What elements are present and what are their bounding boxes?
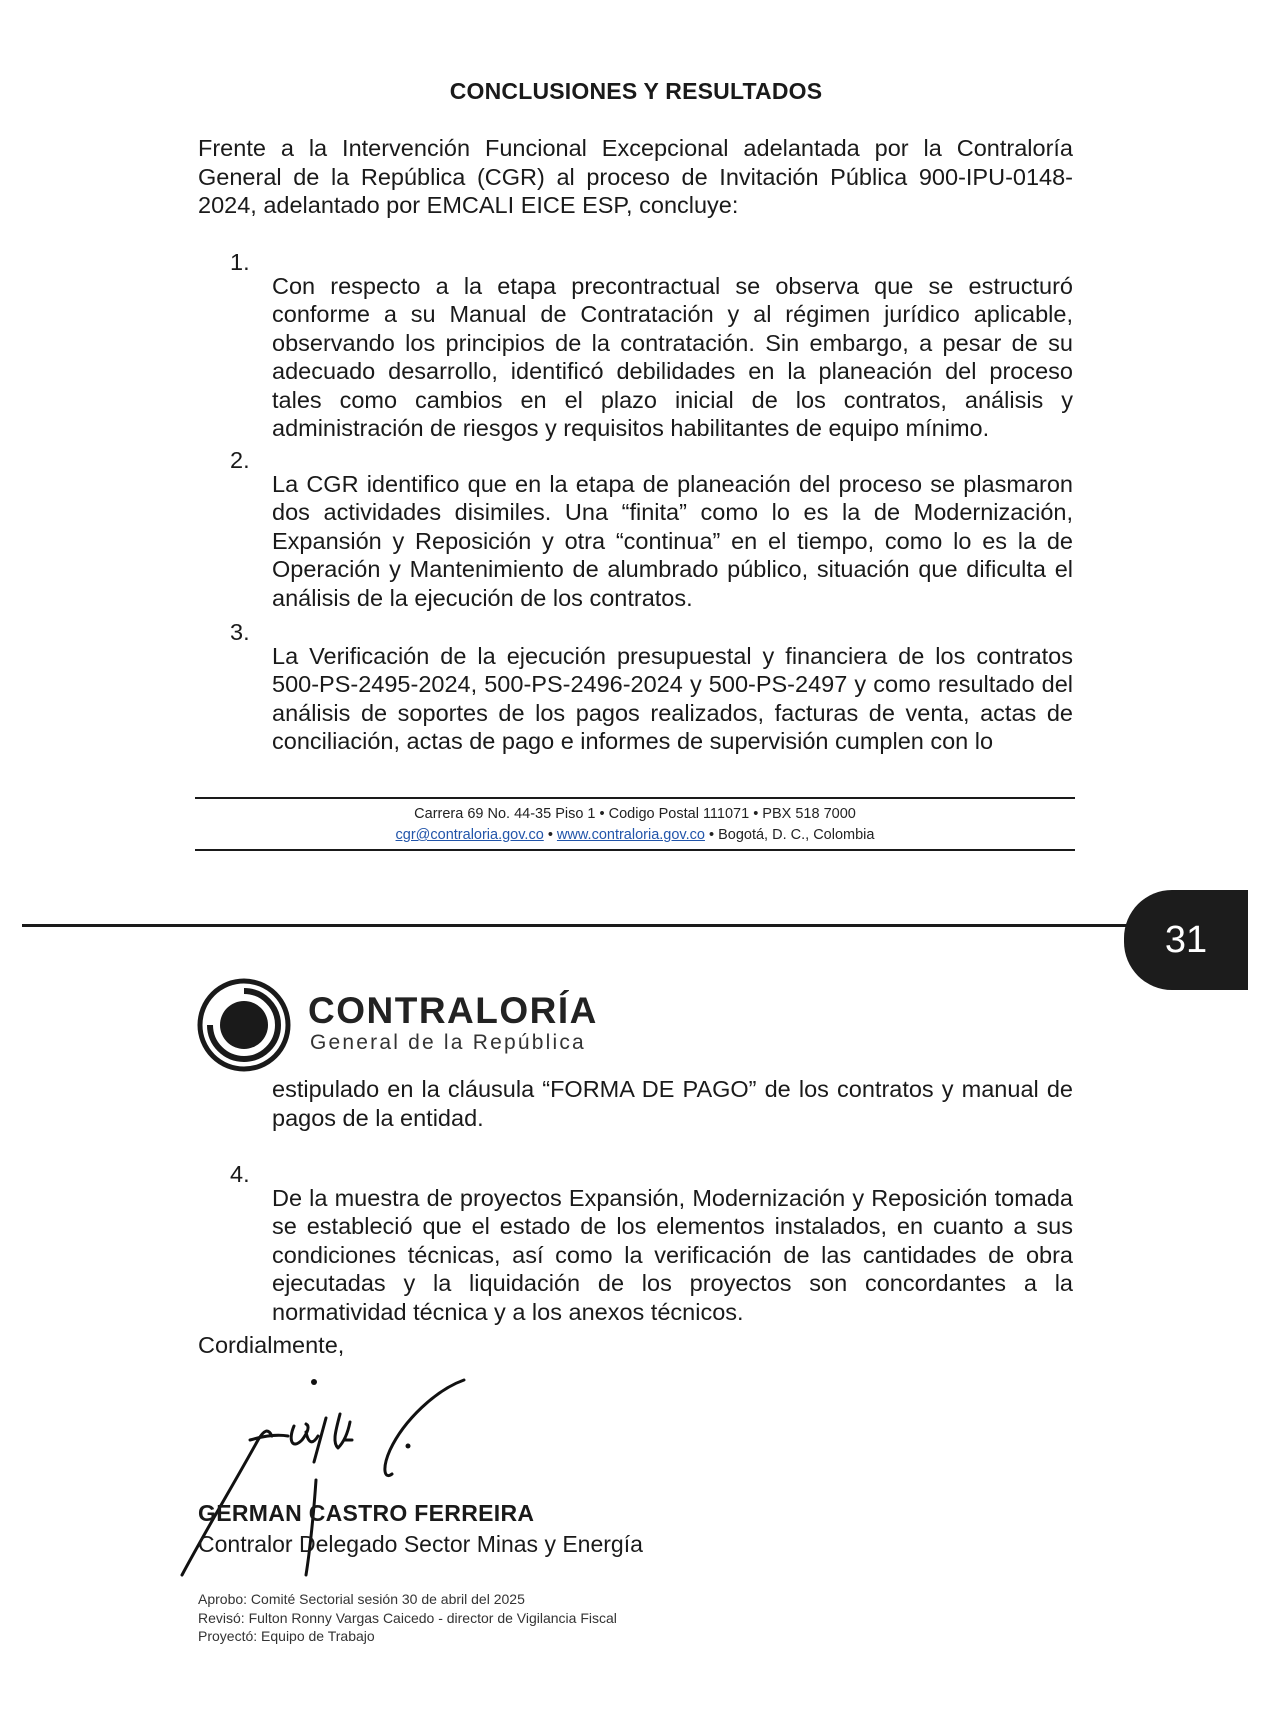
item-text: Con respecto a la etapa precontractual se observa que se estructuró conforme a su Manual de Contratación y al régimen jurídico aplicable, observando los principios de la contratación. Sin embargo, a pesar de su adecuado desarrollo, identificó debilidades en la planeación del proceso tales como cambios en el plazo inicial de los contratos, análisis y administración de riesgos y requisitos habilitantes de equipo mínimo. xyxy=(272,272,1073,441)
item-text: La Verificación de la ejecución presupuestal y financiera de los contratos 500-PS-2495-2024, 500-PS-2496-2024 y 500-PS-2497 y como resultado del análisis de soportes de los pagos realizados, facturas de venta, actas de conciliación, actas de pago e informes de supervisión cumplen con lo xyxy=(272,642,1073,754)
logo-title: CONTRALORÍA xyxy=(308,990,598,1031)
item-number: 3. xyxy=(230,619,250,645)
intro-paragraph: Frente a la Intervención Funcional Excepcional adelantada por la Contraloría General de la República (CGR) al proceso de Invitación Pública 900-IPU-0148-2024, adelantado por EMCALI EICE ESP, concluye: xyxy=(198,135,1073,218)
page-divider xyxy=(22,924,1132,927)
item-3-continuation: estipulado en la cláusula “FORMA DE PAGO” de los contratos y manual de pagos de la entidad. xyxy=(272,1076,1073,1131)
conclusion-item-4 xyxy=(230,1160,1073,1350)
conclusion-item-2 xyxy=(230,446,1073,636)
footer-address: Carrera 69 No. 44-35 Piso 1 • Codigo Postal 111071 • PBX 518 7000 xyxy=(414,806,856,822)
review-note: Revisó: Fulton Ronny Vargas Caicedo - director de Vigilancia Fiscal xyxy=(198,1610,617,1626)
contraloria-logo-icon xyxy=(196,977,292,1073)
item-number: 1. xyxy=(230,249,250,275)
footer-bottom-rule xyxy=(195,849,1075,851)
signer-name: GERMAN CASTRO FERREIRA xyxy=(198,1500,535,1526)
footer-separator: • xyxy=(547,827,553,843)
logo-subtitle: General de la República xyxy=(310,1031,586,1054)
project-note: Proyectó: Equipo de Trabajo xyxy=(198,1628,375,1644)
footer-separator: • xyxy=(708,827,715,843)
section-heading: CONCLUSIONES Y RESULTADOS xyxy=(449,78,823,104)
conclusion-item-3 xyxy=(230,618,1073,779)
footer-city: Bogotá, D. C., Colombia xyxy=(718,827,875,843)
footer-top-rule xyxy=(195,797,1075,799)
closing-salutation: Cordialmente, xyxy=(198,1332,345,1358)
item-number: 4. xyxy=(230,1161,250,1187)
page-number-badge: 31 xyxy=(1124,890,1248,990)
footer-email-link[interactable]: cgr@contraloria.gov.co xyxy=(395,827,544,843)
footer-contact-line xyxy=(195,825,1075,846)
approval-note: Aprobo: Comité Sectorial sesión 30 de abril del 2025 xyxy=(198,1591,525,1607)
signer-role: Contralor Delegado Sector Minas y Energía xyxy=(198,1531,643,1557)
item-number: 2. xyxy=(230,447,250,473)
conclusion-item-1 xyxy=(230,248,1073,466)
item-text: La CGR identifico que en la etapa de planeación del proceso se plasmaron dos actividades disimiles. Una “finita” como lo es la de Modernización, Expansión y Reposición y otra “continua” en el tiempo, como lo es la de Operación y Mantenimiento de alumbrado público, situación que dificulta el análisis de la ejecución de los contratos. xyxy=(272,470,1073,611)
item-text: De la muestra de proyectos Expansión, Modernización y Reposición tomada se estableció que el estado de los elementos instalados, en cuanto a sus condiciones técnicas, así como la verificación de las cantidades de obra ejecutadas y la liquidación de los proyectos son concordantes a la normatividad técnica y a los anexos técnicos. xyxy=(272,1184,1073,1325)
footer-website-link[interactable]: www.contraloria.gov.co xyxy=(556,827,705,843)
